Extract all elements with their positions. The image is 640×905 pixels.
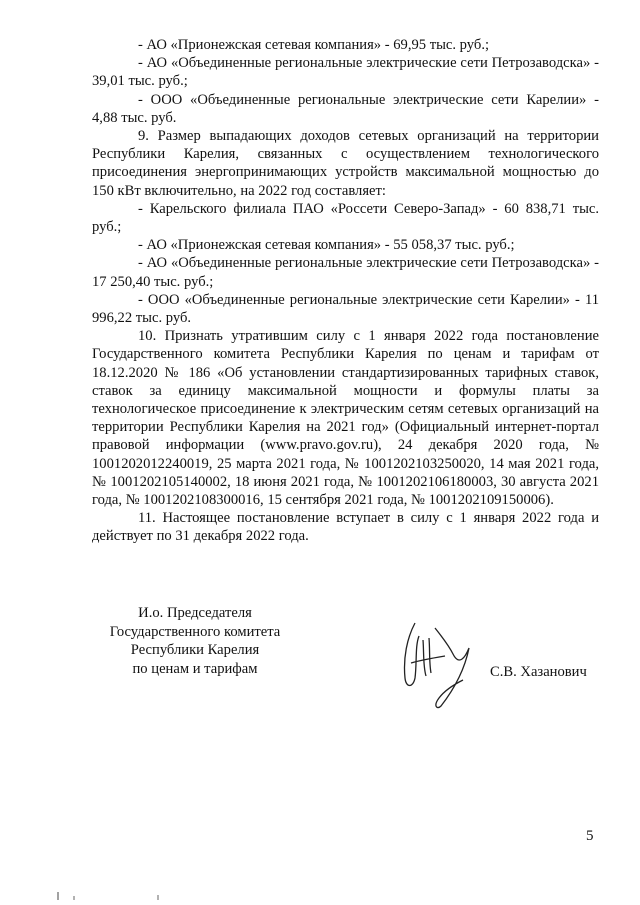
- signer-name: С.В. Хазанович: [490, 664, 587, 680]
- paragraph-item-4: - Карельского филиала ПАО «Россети Северо-Запад» - 60 838,71 тыс. руб.;: [92, 200, 599, 236]
- paragraph-item-5: - АО «Прионежская сетевая компания» - 55 058,37 тыс. руб.;: [138, 237, 515, 254]
- scan-marks-icon: [56, 890, 176, 902]
- paragraph-item-7: - ООО «Объединенные региональные электрические сети Карелии» - 11 996,22 тыс. руб.: [92, 291, 599, 327]
- document-body: [92, 36, 599, 546]
- signatory-title-line: Республики Карелия: [130, 642, 260, 658]
- signatory-title-line: Государственного комитета: [109, 623, 281, 640]
- paragraph-9: 9. Размер выпадающих доходов сетевых организаций на территории Республики Карелия, связанных с осуществлением технологического присоединения энергопринимающих устройств максимальной мощностью до 150 кВт включительно, на 2022 год составляет:: [92, 128, 599, 199]
- paragraph-11: 11. Настоящее постановление вступает в силу с 1 января 2022 года и действует по 31 декабря 2022 года.: [92, 510, 599, 545]
- page-number: 5: [586, 828, 594, 844]
- signatory-title: [100, 604, 290, 678]
- signatory-title-line: по ценам и тарифам: [132, 660, 258, 677]
- paragraph-item-1: - АО «Прионежская сетевая компания» - 69,95 тыс. руб.;: [138, 37, 490, 53]
- paragraph-item-6: - АО «Объединенные региональные электрические сети Петрозаводска» - 17 250,40 тыс. руб.;: [92, 255, 599, 290]
- handwritten-signature-icon: [393, 618, 483, 713]
- paragraph-10: 10. Признать утратившим силу с 1 января 2022 года постановление Государственного комитета Республики Карелия по ценам и тарифам от 18.12.2020 № 186 «Об установлении стандартизированных тарифных ставок, ставок за единицу максимальной мощности и формулы платы за технологическое присоединение к электрическим сетям сетевых организаций на территории Республики Карелия на 2021 год» (Официальный интернет-портал правовой информации (www.pravo.gov.ru), 24 декабря 2020 года, № 1001202012240019, 25 марта 2021 года, № 1001202103250020, 14 мая 2021 года, № 1001202105140002, 18 июня 2021 года, № 1001202106180003, 30 августа 2021 года, № 1001202108300016, 15 сентября 2021 года, № 1001202109150006).: [92, 328, 599, 509]
- signatory-title-line: И.о. Председателя: [138, 605, 252, 621]
- paragraph-item-2: - АО «Объединенные региональные электрические сети Петрозаводска» - 39,01 тыс. руб.;: [92, 55, 599, 90]
- paragraph-item-3: - ООО «Объединенные региональные электрические сети Карелии» - 4,88 тыс. руб.: [92, 91, 599, 126]
